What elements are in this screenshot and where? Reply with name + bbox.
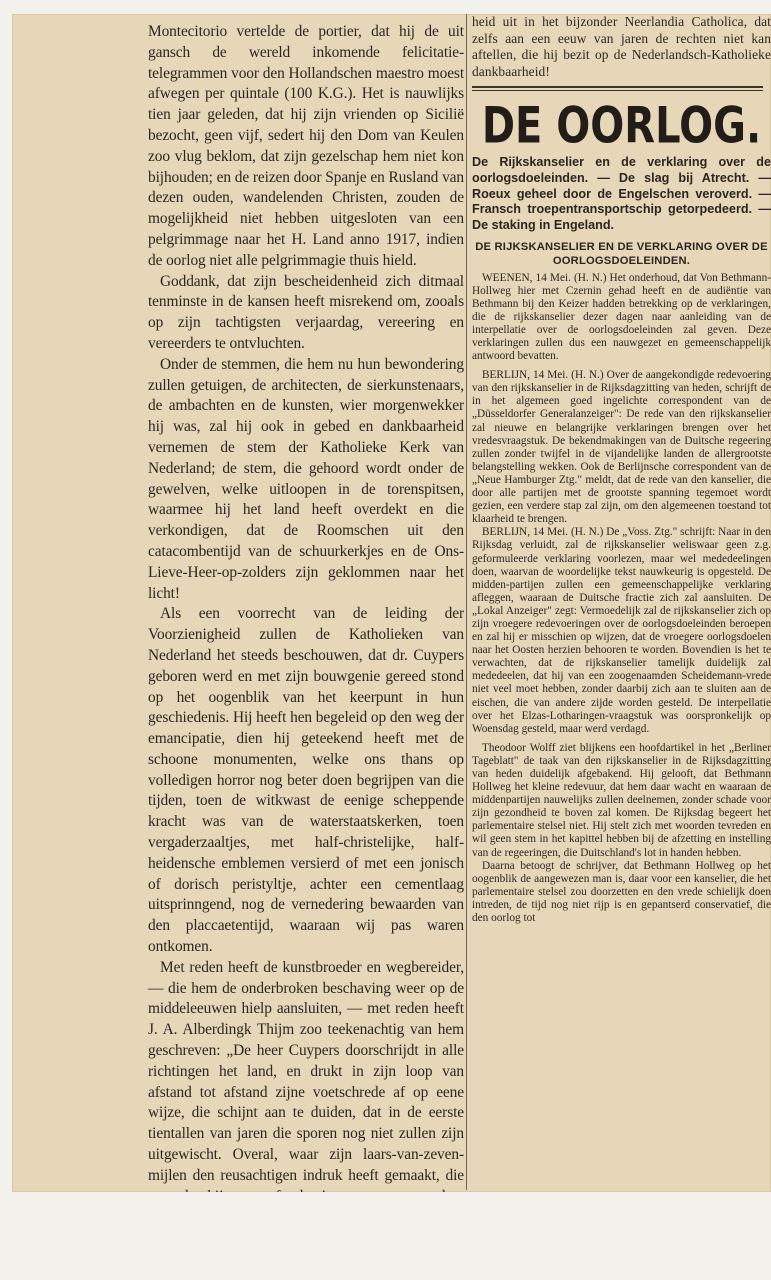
right-paragraph-1: WEENEN, 14 Mei. (H. N.) Het onderhoud, dat Von Bethmann-Hollweg hier met Czernin gehad heeft en de audiëntie van Bethmann bij den Keizer hadden betrekking op de verklaringen, die de rijkskanselier dezer dagen naar aanleiding van de interpellatie over de oorlogsdoeleinden zal geven. Deze verklaringen zullen dus een nauwgezet en gemeenschappelijk antwoord bevatten. — [472, 271, 771, 363]
left-paragraph-5: Met reden heeft de kunstbroeder en wegbereider, — die hem de onderbroken beschaving weer op de middeleeuwen hielp aansluiten, — met reden heeft J. A. Alberdingk Thijm zoo teekenachtig van hem geschreven: „De heer Cuypers doorschrijdt in alle richtingen het land, en drukt in zijn loop van afstand tot afstand zijne voetschrede af op eene wijze, die schijnt aan te duiden, dat in de eerste tientallen van jaren die sporen nog niet zullen zijn uitgewischt. Overal, waar zijn laars-van-zeven-mijlen den reusachtigen indruk heeft gemaakt, die — [148, 958, 464, 1184]
right-intro-text: heid uit in het bijzonder Neerlandia Catholica, dat zelfs aan een eeuw van jaren de rechten niet kan aftellen, die hij bezit op de Nederlandsch-Katholieke dankbaarheid! — [472, 14, 771, 79]
background-margin — [12, 1192, 771, 1280]
left-paragraph-3: Onder de stemmen, die hem nu hun bewondering zullen getuigen, de architecten, de sierkunstenaars, de ambachten en de kunsten, wier morgenwekker hij was, zal hij ook in gebed en dankbaarheid vernemen de stem der Katholieke Kerk van Nederland; de stem, die gehoord wordt onder de gewelven, welke uitloopen in de torenspitsen, waarmee hij het land heeft overdekt en die verkondigen, dat de Roomschen uit den catacombentijd van de schuurkerkjes en de Ons-Lieve-Heer-op-zolders zijn geklommen naar het licht! — [148, 355, 464, 602]
right-paragraph-5: Daarna betoogt de schrijver, dat Bethmann Hollweg op het oogenblik de aangewezen man is, daar voor een kanselier, die het parlementaire stelsel zou doorzetten en den vrede schielijk doen intreden, de tijd nog niet rijp is en gepantserd conservatief, die den oorlog tot — [472, 859, 771, 925]
left-paragraph-2: Goddank, dat zijn bescheidenheid zich ditmaal tenminste in de kansen heeft misrekend om, zooals op zijn tachtigsten verjaardag, vereering en vereerders te ontvluchten. — [148, 272, 464, 352]
section-divider — [472, 86, 763, 91]
column-divider — [466, 14, 467, 1190]
left-paragraph-4: Als een voorrecht van de leiding der Voorzienigheid zullen de Katholieken van Nederland het steeds beschouwen, dat dr. Cuypers geboren werd en met zijn bouwgenie gereed stond op het oogenblik van het keerpunt in hun geschiedenis. Hij heeft hen begeleid op den weg der emancipatie, dien hij geteekend heeft met de schoone monumenten, welke ons thans op volledigen horror nog beter doen begrijpen van die tijden, toen de witkwast de eenige scheppende kracht was van de waterstaatskerken, toen vergaderzaaltjes, met half-christelijke, half-heidensche emblemen versierd of met een jonisch of dorisch peristyltje, achter een cementlaag uitsprinngend, nog de vernedering bewaarden van den placcaetentijd, waaraan wij pas waren ontkomen. — [148, 605, 464, 956]
right-paragraph-3: BERLIJN, 14 Mei. (H. N.) De „Voss. Ztg." schrijft: Naar in den Rijksdag verluidt, zal de rijkskanselier weliswaar geen z.g. geformuleerde verklaring voorlezen, maar wel mededeelingen doen, waarvan de woordelijke tekst nauwkeurig is opgesteld. De midden-partijen zullen een gemeenschappelijke verklaring afleggen, waaraan de Duitsche fractie zich zal aansluiten. De „Lokal Anzeiger" zegt: Vermoedelijk zal de rijkskanselier zich op zijn vroegere redevoeringen over de oorlogsdoeleinden beroepen en zal hij er misschien op wijzen, dat de vroegere oorlogsdoelen naar het Oosten herzien behooren te worden. Bovendien is het te verwachten, dat de rijkskanselier tamelijk duidelijk zal mededeelen, dat hij van een zoogenaamden Scheidemann-vrede niet veel moet hebben, zonder daarbij zich aan te sluiten aan de eischen, die van andere zijde worden gesteld. De interpellatie over het Elzas-Lotharingen-vraagstuk was oorspronkelijk op Woensdag gesteld, maar werd verdagd. — [472, 526, 771, 735]
headline: DE OORLOG. — [481, 97, 762, 156]
left-column — [148, 22, 464, 1190]
left-paragraph-1: Montecitorio vertelde de portier, dat hij de uit gansch de wereld inkomende felicitatie-telegrammen voor den Hollandschen maestro moest afwegen per quintale (100 K.G.). Het is nauwlijks tien jaar geleden, dat hij zijn vrienden op Sicilië bezocht, geen vijf, sedert hij den Dom van Keulen zoo vlug beklom, dat zijn gezelschap hem niet kon bijhouden; en de reizen door Spanje en Rusland van dezen ouden, wandelenden Christen, zouden de mogelijkheid niet hebben uitgesloten van een pelgrimmage naar het H. Land anno 1917, indien de oorlog niet alle pelgrimmagie thuis hield. — [148, 23, 464, 269]
section-heading: DE RIJKSKANSELIER EN DE VERKLARING OVER DE OORLOGSDOELEINDEN. — [475, 241, 768, 267]
subheadings: De Rijkskanselier en de verklaring over de oorlogsdoeleinden. — De slag bij Atrecht. — Roeux geheel door de Engelschen veroverd. — Fransch troepentransportschip getorpedeerd. — De staking in Engeland. — [472, 155, 771, 232]
right-column — [472, 14, 771, 1190]
right-paragraph-2: BERLIJN, 14 Mei. (H. N.) Over de aangekondigde redevoering van den rijkskanselier in de Rijksdagzitting van heden, schrijft de in het algemeen goed ingelichte correspondent van de „Düsseldorfer Generalanzeiger": De rede van den rijkskanselier zal nieuwe en belangrijke verklaringen brengen over het vredesvraagstuk. De bekendmakingen van de Duitsche regeering zullen zonder twijfel in de vijandelijke landen de allergrootste belangstelling wekken. Ook de Berlijnsche correspondent van de „Neue Hamburger Ztg." meldt, dat de rede van den kanselier, die door alle partijen met de grootste spanning tegemoet wordt gezien, een verdere stap zal zijn, om den algemeenen toestand tot klaarheid te brengen. — [472, 369, 771, 526]
right-paragraph-4: Theodoor Wolff ziet blijkens een hoofdartikel in het „Berliner Tageblatt" de taak van den rijkskanselier in de Rijksdagzitting van heden duidelijk afgebakend. Hij gelooft, dat Bethmann Hollweg het kleine redevuur, dat hem daar wacht en waaraan de middenpartijen nauwelijks zullen deelnemen, zonder schade voor zijn gezondheid te boven zal komen. De Rijksdag begeert het parlementaire stelsel niet. Hij stelt zich met woorden tevreden en wil geen stem in het kapittel hebben bij de afzetting en instelling van de regeeringen, die Duitschland's lot in handen hebben. — [472, 741, 771, 859]
